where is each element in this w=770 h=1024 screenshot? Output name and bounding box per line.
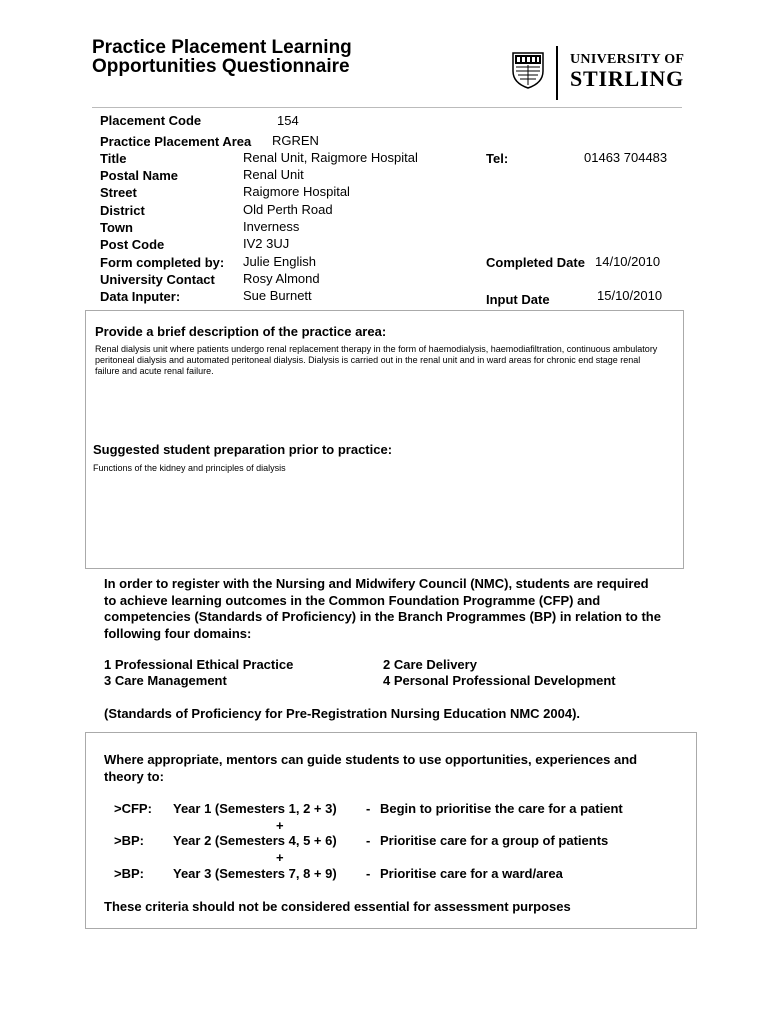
- input-date-value: 15/10/2010: [597, 288, 663, 303]
- inputer-label: Data Inputer:: [100, 289, 181, 304]
- preparation-text: Functions of the kidney and principles of dialysis: [93, 463, 286, 473]
- domain-4: 4 Personal Professional Development: [383, 673, 616, 688]
- logo-divider: [556, 46, 558, 100]
- completed-by-value: Julie English: [243, 254, 316, 269]
- postal-name-label: Postal Name: [100, 168, 179, 183]
- street-value: Raigmore Hospital: [243, 184, 350, 199]
- university-crest-icon: [511, 51, 545, 89]
- criteria-note: These criteria should not be considered essential for assessment purposes: [104, 899, 571, 914]
- district-value: Old Perth Road: [243, 202, 333, 217]
- standards-note: (Standards of Proficiency for Pre-Registration Nursing Education NMC 2004).: [104, 706, 581, 721]
- preparation-heading: Suggested student preparation prior to practice:: [93, 442, 393, 457]
- university-name: STIRLING: [570, 66, 684, 91]
- title-line-1: Practice Placement Learning: [92, 37, 352, 58]
- town-label: Town: [100, 220, 133, 235]
- street-label: Street: [100, 185, 137, 200]
- input-date-label: Input Date: [486, 292, 550, 307]
- contact-value: Rosy Almond: [243, 271, 320, 286]
- placement-code-value: 154: [277, 113, 299, 128]
- row-1-year: Year 1 (Semesters 1, 2 + 3): [173, 801, 337, 816]
- tel-value: 01463 704483: [584, 150, 668, 165]
- row-3-dash: -: [366, 866, 371, 881]
- plus-sign-1: +: [276, 818, 284, 833]
- title-value: Renal Unit, Raigmore Hospital: [243, 150, 418, 165]
- row-2-prefix: >BP:: [114, 833, 144, 848]
- area-value: RGREN: [272, 133, 319, 148]
- row-3-year: Year 3 (Semesters 7, 8 + 9): [173, 866, 337, 881]
- title-line-2: Opportunities Questionnaire: [92, 56, 350, 77]
- row-2-aim: Prioritise care for a group of patients: [380, 833, 609, 848]
- row-3-prefix: >BP:: [114, 866, 144, 881]
- post-code-label: Post Code: [100, 237, 165, 252]
- tel-label: Tel:: [486, 151, 509, 166]
- inputer-value: Sue Burnett: [243, 288, 312, 303]
- domain-1: 1 Professional Ethical Practice: [104, 657, 294, 672]
- town-value: Inverness: [243, 219, 300, 234]
- post-code-value: IV2 3UJ: [243, 236, 290, 251]
- domain-3: 3 Care Management: [104, 673, 227, 688]
- nmc-intro: In order to register with the Nursing and Midwifery Council (NMC), students are required to achieve learning outcomes in the Common Foundation Programme (CFP) and competencies (Standards of Proficiency) in the Branch Programmes (BP) in relation to the following four domains:: [104, 576, 661, 641]
- description-text: Renal dialysis unit where patients undergo renal replacement therapy in the form of haemodialysis, haemodiafiltration, continuous ambulatory peritoneal dialysis and automated peritoneal dialysis. Dialysis is carried out in the renal unit and in ward areas for chronic end stage renal failure and acute renal failure.: [95, 344, 658, 376]
- row-2-year: Year 2 (Semesters 4, 5 + 6): [173, 833, 337, 848]
- row-1-aim: Begin to prioritise the care for a patient: [380, 801, 623, 816]
- row-2-dash: -: [366, 833, 371, 848]
- mentors-intro: Where appropriate, mentors can guide students to use opportunities, experiences and theory to:: [104, 752, 638, 784]
- university-of-text: UNIVERSITY OF: [570, 52, 685, 67]
- district-label: District: [100, 203, 145, 218]
- postal-name-value: Renal Unit: [243, 167, 304, 182]
- plus-sign-2: +: [276, 850, 284, 865]
- placement-code-label: Placement Code: [100, 113, 202, 128]
- header-rule: [92, 107, 682, 108]
- completed-date-label: Completed Date: [486, 255, 585, 270]
- title-label: Title: [100, 151, 127, 166]
- row-1-dash: -: [366, 801, 371, 816]
- page-title: [92, 38, 352, 76]
- area-label: Practice Placement Area: [100, 134, 252, 149]
- description-heading: Provide a brief description of the practice area:: [95, 324, 387, 339]
- domain-2: 2 Care Delivery: [383, 657, 477, 672]
- completed-date-value: 14/10/2010: [595, 254, 661, 269]
- completed-by-label: Form completed by:: [100, 255, 225, 270]
- row-1-prefix: >CFP:: [114, 801, 152, 816]
- contact-label: University Contact: [100, 272, 215, 287]
- row-3-aim: Prioritise care for a ward/area: [380, 866, 563, 881]
